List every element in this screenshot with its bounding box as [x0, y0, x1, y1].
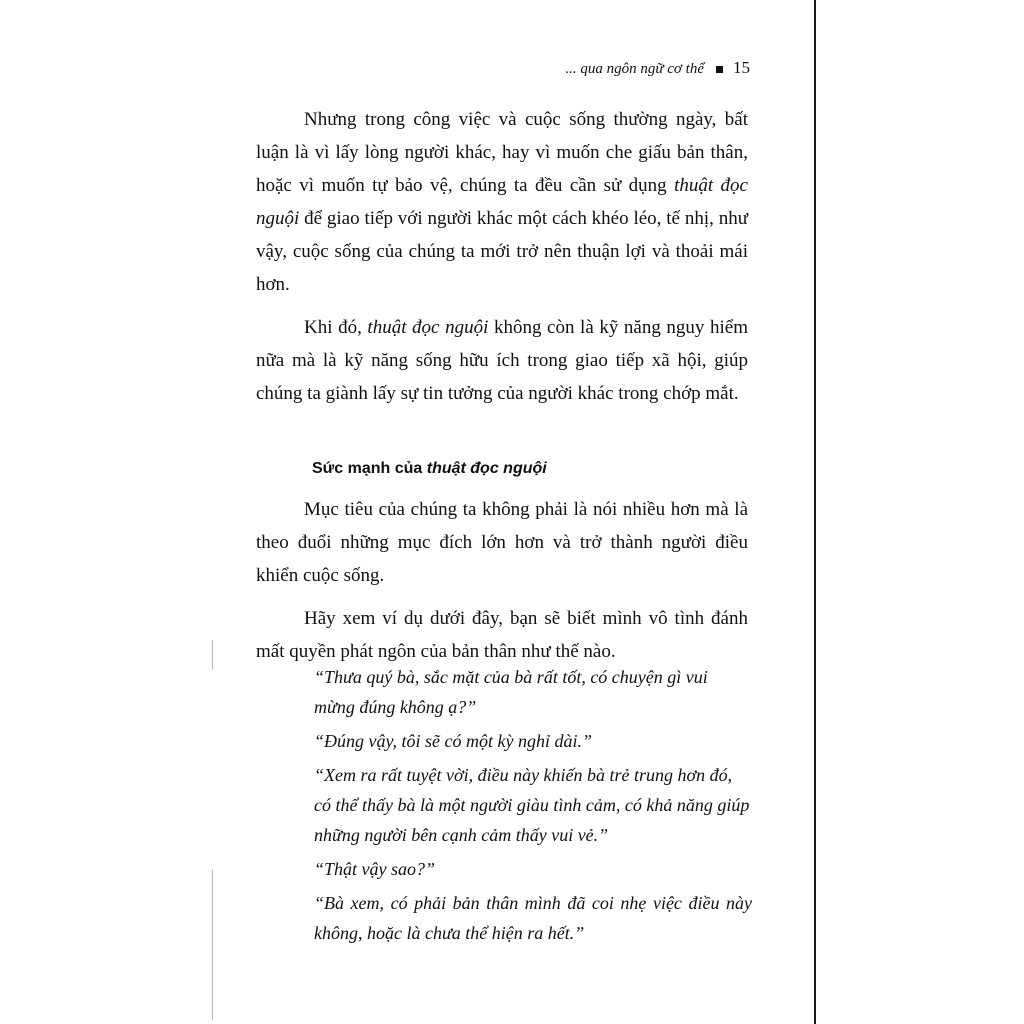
page-right-border: [814, 0, 816, 1024]
emphasis-text: thuật đọc nguội: [256, 175, 748, 229]
dialogue-line: “Thật vậy sao?”: [314, 859, 436, 879]
dialogue-line: “Thưa quý bà, sắc mặt của bà rất tốt, có chuyện gì vui mừng đúng không ạ?”: [314, 667, 708, 717]
gutter-mark: [212, 640, 213, 670]
dialogue-line: “Xem ra rất tuyệt vời, điều này khiến bà trẻ trung hơn đó, có thể thấy bà là một người giàu tình cảm, có khả năng giúp những người bên cạnh cảm thấy vui vẻ.”: [314, 765, 750, 845]
page-number: 15: [733, 58, 750, 77]
bullet-icon: [716, 66, 723, 73]
dialogue-line: “Đúng vậy, tôi sẽ có một kỳ nghỉ dài.”: [314, 731, 592, 751]
gutter-mark: [212, 870, 213, 1020]
paragraph: Mục tiêu của chúng ta không phải là nói nhiều hơn mà là theo đuổi những mục đích lớn hơn và trở thành người điều khiển cuộc sống.: [256, 499, 748, 586]
dialogue-block: [314, 662, 752, 952]
emphasis-text: thuật đọc nguội: [367, 317, 489, 338]
paragraph: [256, 311, 748, 410]
running-title: ... qua ngôn ngữ cơ thể: [565, 61, 704, 77]
paragraph-text: không còn là kỹ năng nguy hiểm nữa mà là kỹ năng sống hữu ích trong giao tiếp xã hội, giúp chúng ta giành lấy sự tin tưởng của người khác trong chớp mắt.: [256, 317, 748, 404]
paragraph-text: Khi đó,: [304, 317, 368, 338]
dialogue-line: “Bà xem, có phải bản thân mình đã coi nhẹ việc điều này không, hoặc là chưa thể hiện ra hết.”: [314, 893, 752, 943]
body-text-top: [256, 103, 748, 410]
heading-italic-text: thuật đọc nguội: [426, 460, 547, 477]
paragraph-text: để giao tiếp với người khác một cách khéo léo, tế nhị, như vậy, cuộc sống của chúng ta mới trở nên thuận lợi và thoải mái hơn.: [256, 208, 748, 295]
paragraph-text: Nhưng trong công việc và cuộc sống thường ngày, bất luận là vì lấy lòng người khác, hay vì muốn che giấu bản thân, hoặc vì muốn tự bảo vệ, chúng ta đều cần sử dụng: [256, 109, 748, 196]
paragraph: Hãy xem ví dụ dưới đây, bạn sẽ biết mình vô tình đánh mất quyền phát ngôn của bản thân như thế nào.: [256, 608, 748, 662]
paragraph: [256, 103, 748, 301]
body-text-section: [256, 493, 748, 668]
running-header: [250, 58, 750, 79]
section-heading: [312, 455, 547, 483]
heading-text: Sức mạnh của: [312, 460, 427, 477]
